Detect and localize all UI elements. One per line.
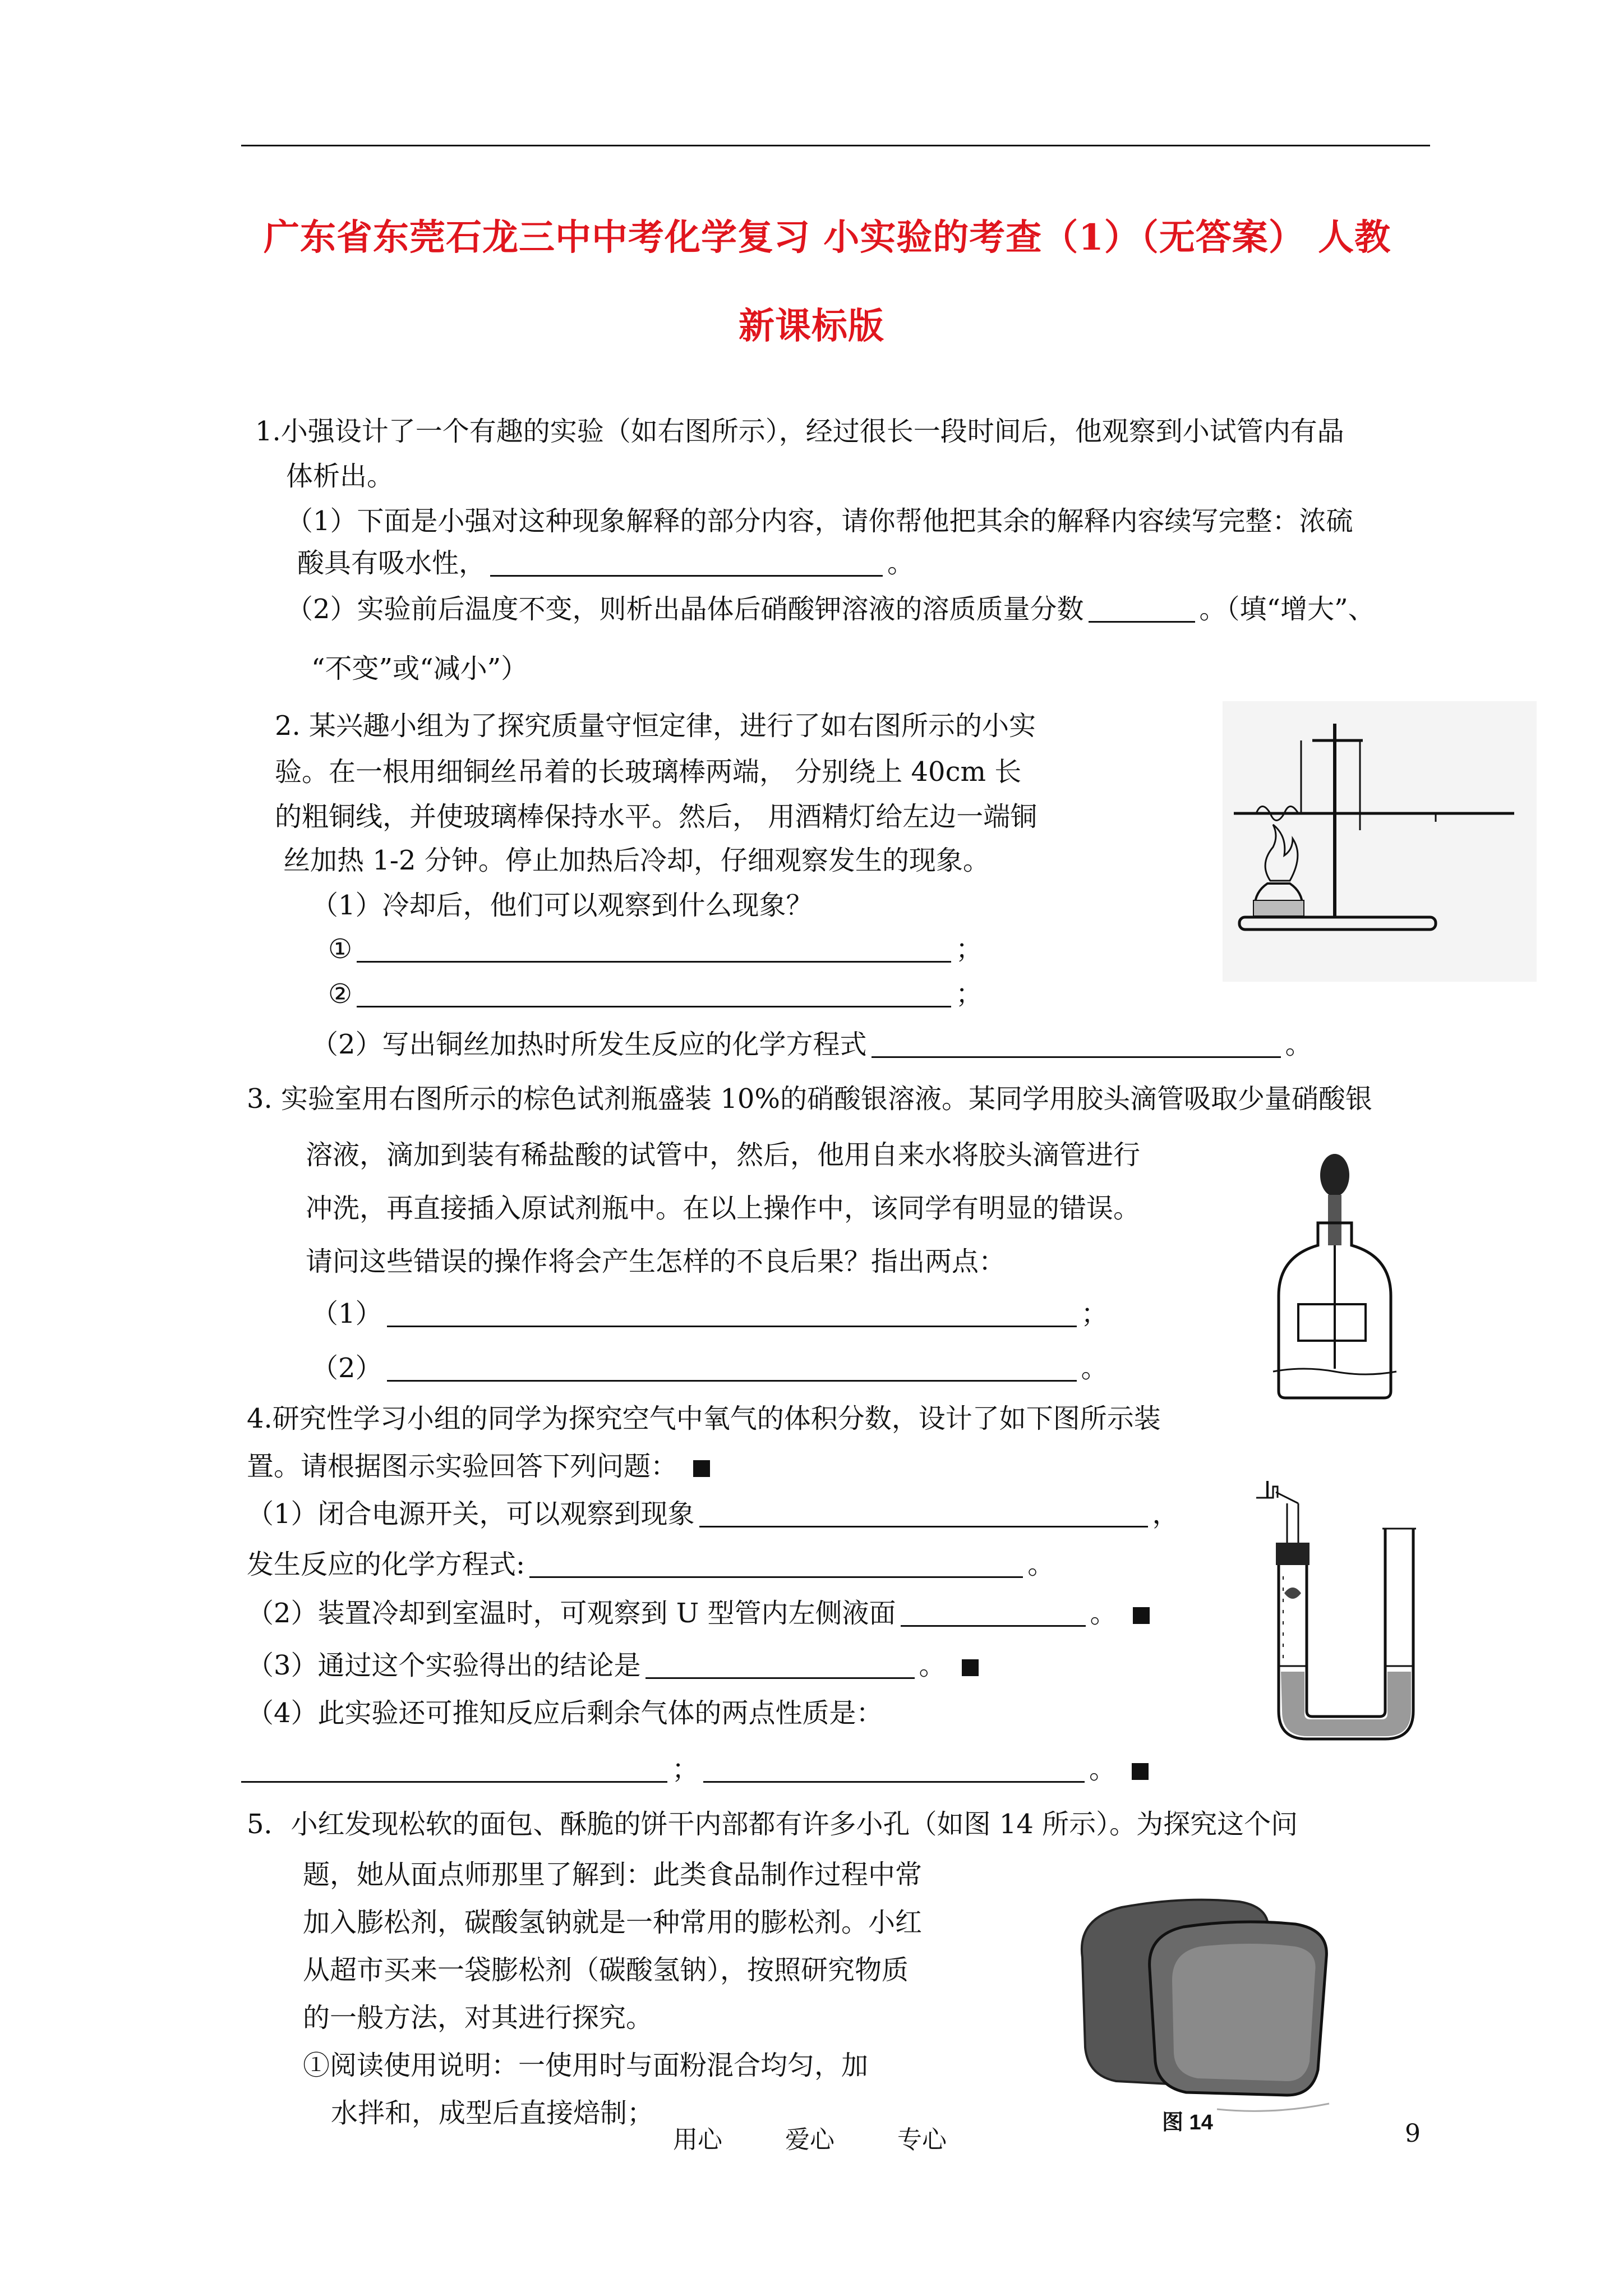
q2-sub1: （1）冷却后，他们可以观察到什么现象？ <box>311 890 813 921</box>
q4-sub4-answers: ； 。 <box>241 1756 1149 1783</box>
q1-sub1-line1: （1）下面是小强对这种现象解释的部分内容，请你帮他把其余的解释内容续写完整：浓硫 <box>286 505 1353 537</box>
q3-line2: 溶液，滴加到装有稀盐酸的试管中，然后，他用自来水将胶头滴管进行 <box>306 1139 1141 1171</box>
q5-line5: 的一般方法，对其进行探究。 <box>303 2002 653 2033</box>
answer-blank[interactable] <box>357 983 951 1007</box>
answer-blank[interactable] <box>872 1034 1281 1058</box>
q2-copper-experiment-figure <box>1223 701 1537 982</box>
answer-blank[interactable] <box>387 1303 1077 1327</box>
answer-blank[interactable] <box>699 1503 1148 1527</box>
q4-sub3: （3）通过这个实验得出的结论是 。 <box>247 1652 979 1679</box>
answer-blank[interactable] <box>901 1603 1086 1627</box>
q1-sub2-line1: （2）实验前后温度不变，则析出晶体后硝酸钾溶液的溶质质量分数 。（填“增大”、 <box>286 593 1375 625</box>
answer-blank[interactable] <box>703 1759 1085 1783</box>
footer-left: 用心 <box>673 2125 722 2154</box>
q2-line1: 2. 某兴趣小组为了探究质量守恒定律，进行了如右图所示的小实 <box>275 710 1036 742</box>
q2-line2: 验。在一根用细铜丝吊着的长玻璃棒两端， 分别绕上 40cm 长 <box>275 756 1022 788</box>
q1-line1: 1.小强设计了一个有趣的实验（如右图所示），经过很长一段时间后，他观察到小试管内有晶 <box>255 416 1344 447</box>
q5-bread-figure <box>1071 1885 1363 2120</box>
q4-sub4: （4）此实验还可推知反应后剩余气体的两点性质是： <box>247 1697 883 1729</box>
document-title-line2: 新课标版 <box>739 305 884 347</box>
q1-sub1-line2: 酸具有吸水性， 。 <box>297 547 915 579</box>
square-marker <box>1133 1607 1150 1624</box>
answer-blank[interactable] <box>490 553 883 577</box>
q5-line6: ①阅读使用说明：一使用时与面粉混合均匀，加 <box>303 2050 869 2081</box>
square-marker <box>1132 1763 1149 1780</box>
page-number: 9 <box>1405 2119 1421 2148</box>
q4-sub1b: 发生反应的化学方程式: 。 <box>247 1549 1055 1580</box>
answer-blank[interactable] <box>241 1759 667 1783</box>
q3-answer1: （1） ； <box>311 1298 1108 1329</box>
answer-blank[interactable] <box>1089 599 1195 623</box>
square-marker <box>962 1659 979 1676</box>
q1-sub2-line2: “不变”或“减小”） <box>311 653 528 684</box>
q5-line3: 加入膨松剂，碳酸氢钠就是一种常用的膨松剂。小红 <box>303 1907 923 1938</box>
q3-line1: 3. 实验室用右图所示的棕色试剂瓶盛装 10%的硝酸银溶液。某同学用胶头滴管吸取少量硝酸银 <box>247 1083 1373 1115</box>
q2-line3: 的粗铜线，并使玻璃棒保持水平。然后， 用酒精灯给左边一端铜 <box>275 801 1038 832</box>
q5-line1: 5．小红发现松软的面包、酥脆的饼干内部都有许多小孔（如图 14 所示）。为探究这个问 <box>247 1809 1298 1840</box>
q4-sub1: （1）闭合电源开关，可以观察到现象 ， <box>247 1498 1179 1530</box>
q5-line2: 题，她从面点师那里了解到：此类食品制作过程中常 <box>303 1859 923 1890</box>
q3-line3: 冲洗，再直接插入原试剂瓶中。在以上操作中，该同学有明显的错误。 <box>306 1193 1141 1224</box>
answer-blank[interactable] <box>645 1655 915 1679</box>
square-marker <box>693 1460 710 1477</box>
answer-blank[interactable] <box>357 938 951 963</box>
q2-line4: 丝加热 1-2 分钟。停止加热后冷却，仔细观察发生的现象。 <box>283 845 990 876</box>
q3-line4: 请问这些错误的操作将会产生怎样的不良后果？指出两点： <box>306 1246 1006 1277</box>
footer-right: 专心 <box>897 2125 947 2154</box>
q3-answer2: （2） 。 <box>311 1352 1108 1384</box>
q2-answer1: ① ； <box>328 933 983 965</box>
q3-reagent-bottle-figure <box>1256 1150 1413 1402</box>
q4-line2: 置。请根据图示实验回答下列问题： <box>247 1453 710 1480</box>
q2-answer2: ② ； <box>328 978 983 1010</box>
answer-blank[interactable] <box>387 1358 1077 1382</box>
q4-u-tube-apparatus-figure <box>1245 1481 1436 1750</box>
answer-blank[interactable] <box>529 1554 1023 1578</box>
q5-line4: 从超市买来一袋膨松剂（碳酸氢钠），按照研究物质 <box>303 1954 909 1986</box>
q4-sub2: （2）装置冷却到室温时，可观察到 U 型管内左侧液面 。 <box>247 1600 1150 1627</box>
document-title-line1: 广东省东莞石龙三中中考化学复习 小实验的考查（1）（无答案） 人教 <box>264 217 1391 259</box>
footer-mid: 爱心 <box>785 2125 834 2154</box>
figure-14-caption: 图 14 <box>1162 2111 1213 2134</box>
q2-sub2: （2）写出铜丝加热时所发生反应的化学方程式 。 <box>311 1029 1312 1060</box>
q4-line1: 4.研究性学习小组的同学为探究空气中氧气的体积分数，设计了如下图所示装 <box>247 1403 1161 1434</box>
q1-line2: 体析出。 <box>286 461 394 492</box>
header-rule <box>241 145 1430 146</box>
q5-line7: 水拌和，成型后直接焙制； <box>331 2097 654 2129</box>
